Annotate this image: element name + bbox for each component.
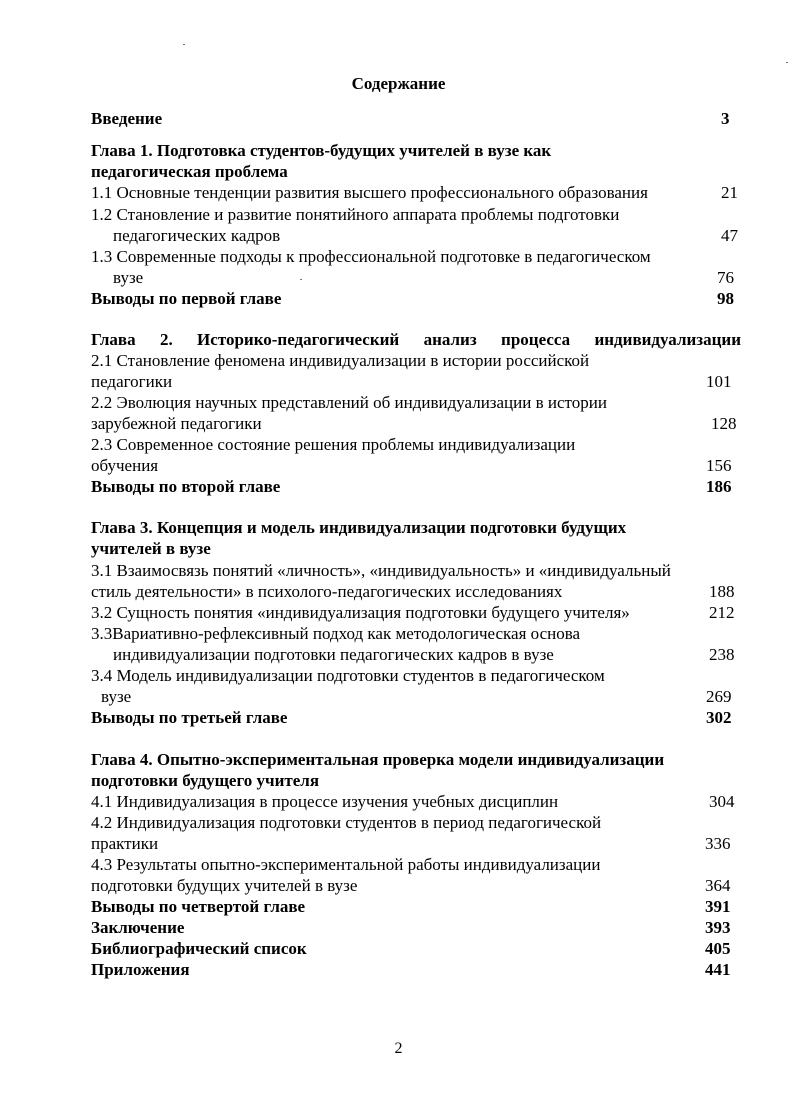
toc-page: 336 [705, 834, 731, 853]
toc-label: стиль деятельности» в психолого-педагогических исследованиях [91, 582, 563, 601]
toc-page: 3 [721, 109, 730, 128]
toc-entry-2-1-cont [91, 371, 741, 392]
toc-entry-1-3-cont [91, 267, 741, 288]
toc-entry-3-3: 3.3Вариативно-рефлексивный подход как методологическая основа [91, 624, 581, 643]
toc-page: 393 [705, 918, 731, 937]
toc-label: Выводы по второй главе [91, 477, 281, 496]
toc-entry-1-3: 1.3 Современные подходы к профессиональной подготовке в педагогическом [91, 247, 651, 266]
toc-entry-1-1 [91, 182, 741, 203]
toc-page: 128 [711, 414, 737, 433]
toc-page: 269 [706, 687, 732, 706]
toc-label: Введение [91, 109, 163, 128]
toc-entry-4-2: 4.2 Индивидуализация подготовки студентов в период педагогической [91, 813, 602, 832]
toc-label: педагогических кадров [113, 226, 281, 245]
toc-entry-ch4-summary [91, 896, 741, 917]
toc-entry-3-1-cont [91, 581, 741, 602]
toc-page: 98 [717, 289, 734, 308]
toc-entry-4-1 [91, 791, 741, 812]
toc-page: 304 [709, 792, 735, 811]
toc-page: 21 [721, 183, 738, 202]
toc-label: вузе [101, 687, 132, 706]
toc-entry-2-3-cont [91, 455, 741, 476]
toc-page: 302 [706, 708, 732, 727]
toc-page: 76 [717, 268, 734, 287]
toc-label: 4.1 Индивидуализация в процессе изучения учебных дисциплин [91, 792, 559, 811]
toc-entry-3-1: 3.1 Взаимосвязь понятий «личность», «индивидуальность» и «индивидуальный [91, 561, 671, 580]
toc-entry-4-3: 4.3 Результаты опытно-экспериментальной работы индивидуализации [91, 855, 601, 874]
toc-page: 405 [705, 939, 731, 958]
toc-label: практики [91, 834, 159, 853]
toc-label: Выводы по первой главе [91, 289, 282, 308]
toc-label: Приложения [91, 960, 190, 979]
chapter-2-heading: Глава 2. Историко-педагогический анализ процесса индивидуализации [91, 330, 741, 349]
toc-page: 186 [706, 477, 732, 496]
toc-page: 212 [709, 603, 735, 622]
chapter-1-heading: Глава 1. Подготовка студентов-будущих учителей в вузе как [91, 141, 552, 160]
toc-label: подготовки будущих учителей в вузе [91, 876, 358, 895]
toc-entry-3-3-cont [91, 644, 741, 665]
chapter-3-heading-cont: учителей в вузе [91, 539, 211, 558]
toc-label: Выводы по четвертой главе [91, 897, 306, 916]
toc-label: Выводы по третьей главе [91, 708, 288, 727]
toc-entry-ch3-summary [91, 707, 741, 728]
toc-entry-3-4-cont [91, 686, 741, 707]
toc-page: 156 [706, 456, 732, 475]
page-title: Содержание [351, 74, 446, 93]
toc-entry-ch1-summary [91, 288, 741, 309]
chapter-4-heading-cont: подготовки будущего учителя [91, 771, 320, 790]
toc-entry-appendices [91, 959, 741, 980]
chapter-3-heading: Глава 3. Концепция и модель индивидуализации подготовки будущих [91, 518, 627, 537]
toc-page: 364 [705, 876, 731, 895]
chapter-4-heading: Глава 4. Опытно-экспериментальная проверка модели индивидуализации [91, 750, 665, 769]
toc-page: 391 [705, 897, 731, 916]
scan-speck [786, 62, 788, 63]
toc-entry-2-3: 2.3 Современное состояние решения проблемы индивидуализации [91, 435, 576, 454]
toc-page: 188 [709, 582, 735, 601]
toc-label: 1.1 Основные тенденции развития высшего профессионального образования [91, 183, 648, 202]
toc-entry-2-2: 2.2 Эволюция научных представлений об индивидуализации в истории [91, 393, 607, 412]
toc-entry-intro [91, 108, 741, 129]
toc-entry-1-2: 1.2 Становление и развитие понятийного аппарата проблемы подготовки [91, 205, 620, 224]
toc-page: 101 [706, 372, 732, 391]
toc-label: зарубежной педагогики [91, 414, 262, 433]
toc-entry-3-2 [91, 602, 741, 623]
toc-entry-1-2-cont [91, 225, 741, 246]
toc-entry-3-4: 3.4 Модель индивидуализации подготовки студентов в педагогическом [91, 666, 605, 685]
toc-page: 47 [721, 226, 738, 245]
toc-entry-bibliography [91, 938, 741, 959]
toc-entry-conclusion [91, 917, 741, 938]
toc-page: 441 [705, 960, 731, 979]
toc-entry-4-2-cont [91, 833, 741, 854]
toc-entry-ch2-summary [91, 476, 741, 497]
chapter-1-heading-cont: педагогическая проблема [91, 162, 288, 181]
toc-label: обучения [91, 456, 159, 475]
toc-label: педагогики [91, 372, 173, 391]
scan-speck [183, 44, 185, 45]
toc-entry-4-3-cont [91, 875, 741, 896]
toc-label: Заключение [91, 918, 185, 937]
toc-entry-2-1: 2.1 Становление феномена индивидуализации в истории российской [91, 351, 590, 370]
toc-page: 238 [709, 645, 735, 664]
toc-label: 3.2 Сущность понятия «индивидуализация подготовки будущего учителя» [91, 603, 630, 622]
page-number: 2 [394, 1040, 403, 1057]
toc-entry-2-2-cont [91, 413, 741, 434]
toc-label: вузе [113, 268, 144, 287]
toc-label: Библиографический список [91, 939, 307, 958]
toc-label: индивидуализации подготовки педагогических кадров в вузе [113, 645, 554, 664]
